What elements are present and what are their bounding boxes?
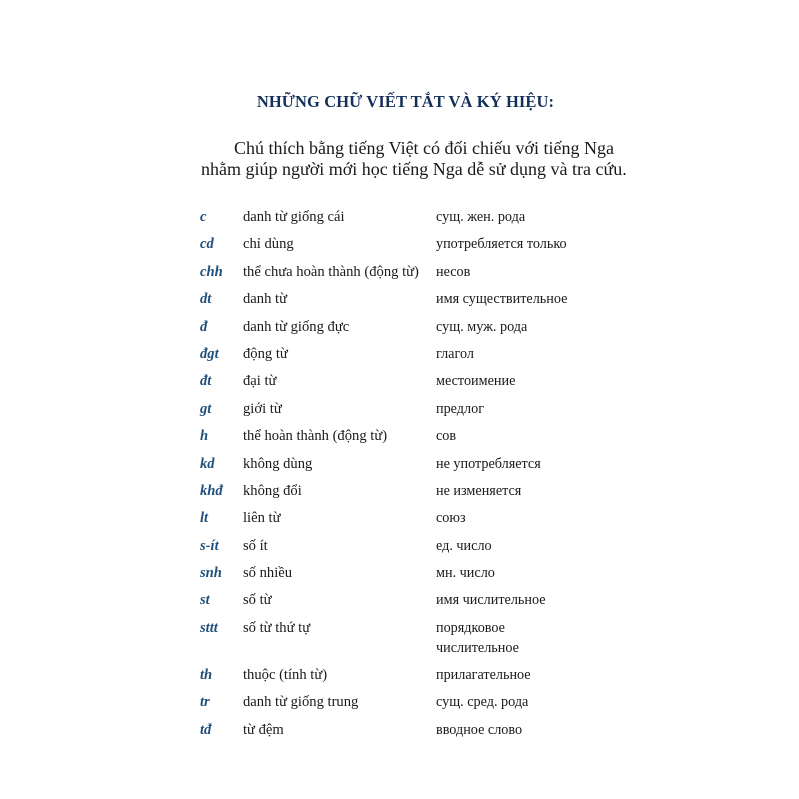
vietnamese-meaning: số nhiều: [243, 565, 293, 582]
abbreviation-row: [0, 233, 799, 260]
russian-meaning: сущ. муж. рода: [436, 318, 528, 335]
vietnamese-meaning: số ít: [243, 537, 268, 554]
russian-meaning: глагол: [436, 345, 474, 362]
abbreviation-row: [0, 691, 799, 718]
russian-meaning: употребляется только: [436, 236, 567, 253]
abbreviation-row: [0, 535, 799, 562]
abbreviation: kd: [200, 455, 215, 472]
russian-meaning: вводное слово: [436, 721, 523, 738]
vietnamese-meaning: không đổi: [243, 482, 302, 499]
vietnamese-meaning: giới từ: [243, 400, 282, 417]
vietnamese-meaning: số từ thứ tự: [243, 619, 311, 636]
page-title: NHỮNG CHỮ VIẾT TẮT VÀ KÝ HIỆU:: [256, 92, 555, 111]
russian-meaning: сущ. жен. рода: [436, 209, 526, 225]
abbreviation: đ: [200, 318, 208, 335]
abbreviation: s-ít: [200, 537, 219, 554]
vietnamese-meaning: chỉ dùng: [243, 236, 294, 253]
vietnamese-meaning: thuộc (tính từ): [243, 666, 328, 683]
abbreviation-row: [0, 316, 799, 343]
russian-meaning: прилагательное: [436, 666, 531, 683]
intro-line-2: nhằm giúp người mới học tiếng Nga dễ sử dụng và tra cứu.: [201, 159, 627, 179]
vietnamese-meaning: số từ: [243, 592, 272, 609]
vietnamese-meaning: từ đệm: [243, 721, 284, 738]
abbreviation-row: [0, 398, 799, 425]
abbreviation-row: [0, 719, 799, 746]
abbreviation-row: [0, 343, 799, 370]
abbreviation: chh: [200, 263, 223, 280]
abbreviation-row: [0, 480, 799, 507]
vietnamese-meaning: danh từ giống cái: [243, 209, 345, 225]
abbreviation-row: [0, 425, 799, 452]
intro-paragraph: [201, 138, 627, 180]
vietnamese-meaning: động từ: [243, 345, 288, 362]
vietnamese-meaning: đại từ: [243, 373, 277, 390]
abbreviation-row: [0, 261, 799, 288]
abbreviation: đt: [200, 373, 212, 390]
abbreviation: h: [200, 428, 209, 445]
russian-meaning: имя числительное: [436, 592, 546, 609]
vietnamese-meaning: thể chưa hoàn thành (động từ): [243, 263, 419, 280]
vietnamese-meaning: liên từ: [243, 510, 281, 527]
abbreviation: cd: [200, 236, 214, 253]
russian-meaning: порядковое числительное: [436, 619, 519, 656]
russian-meaning: несов: [436, 263, 471, 280]
intro-line-1: Chú thích bằng tiếng Việt có đối chiếu với tiếng Nga: [234, 138, 615, 158]
vietnamese-meaning: danh từ giống đực: [243, 318, 350, 335]
russian-meaning: имя существительное: [436, 291, 568, 308]
russian-meaning: сов: [436, 428, 457, 445]
abbreviation-row: [0, 507, 799, 534]
vietnamese-meaning: danh từ giống trung: [243, 694, 359, 711]
abbreviation: tr: [200, 694, 210, 711]
russian-meaning: не употребляется: [436, 455, 541, 472]
abbreviation-row: [0, 589, 799, 616]
russian-meaning: не изменяется: [436, 482, 522, 499]
abbreviation: c: [200, 209, 207, 225]
abbreviation: dt: [200, 291, 212, 308]
vietnamese-meaning: thể hoàn thành (động từ): [243, 428, 388, 445]
abbreviation-row: [0, 664, 799, 691]
abbreviation: đgt: [200, 345, 219, 362]
abbreviation: tđ: [200, 721, 212, 738]
abbreviation-row: [0, 288, 799, 315]
vietnamese-meaning: danh từ: [243, 291, 287, 308]
abbreviation: lt: [200, 510, 209, 527]
abbreviation: st: [200, 592, 210, 609]
russian-meaning: предлог: [436, 400, 485, 417]
abbreviation: snh: [200, 565, 222, 582]
russian-meaning: мн. число: [436, 565, 495, 582]
abbreviation: sttt: [200, 619, 218, 636]
russian-meaning: союз: [436, 510, 466, 527]
abbreviation-row: [0, 206, 799, 233]
abbreviation-row: [0, 617, 799, 664]
abbreviation-list: [0, 206, 799, 746]
abbreviation-row: [0, 370, 799, 397]
vietnamese-meaning: không dùng: [243, 455, 313, 472]
abbreviation: gt: [200, 400, 212, 417]
russian-meaning: местоимение: [436, 373, 516, 390]
abbreviation: th: [200, 666, 213, 683]
russian-meaning: сущ. сред. рода: [436, 694, 529, 711]
abbreviation-row: [0, 453, 799, 480]
abbreviation-row: [0, 562, 799, 589]
russian-meaning: ед. число: [436, 537, 492, 554]
abbreviation: khđ: [200, 482, 223, 499]
